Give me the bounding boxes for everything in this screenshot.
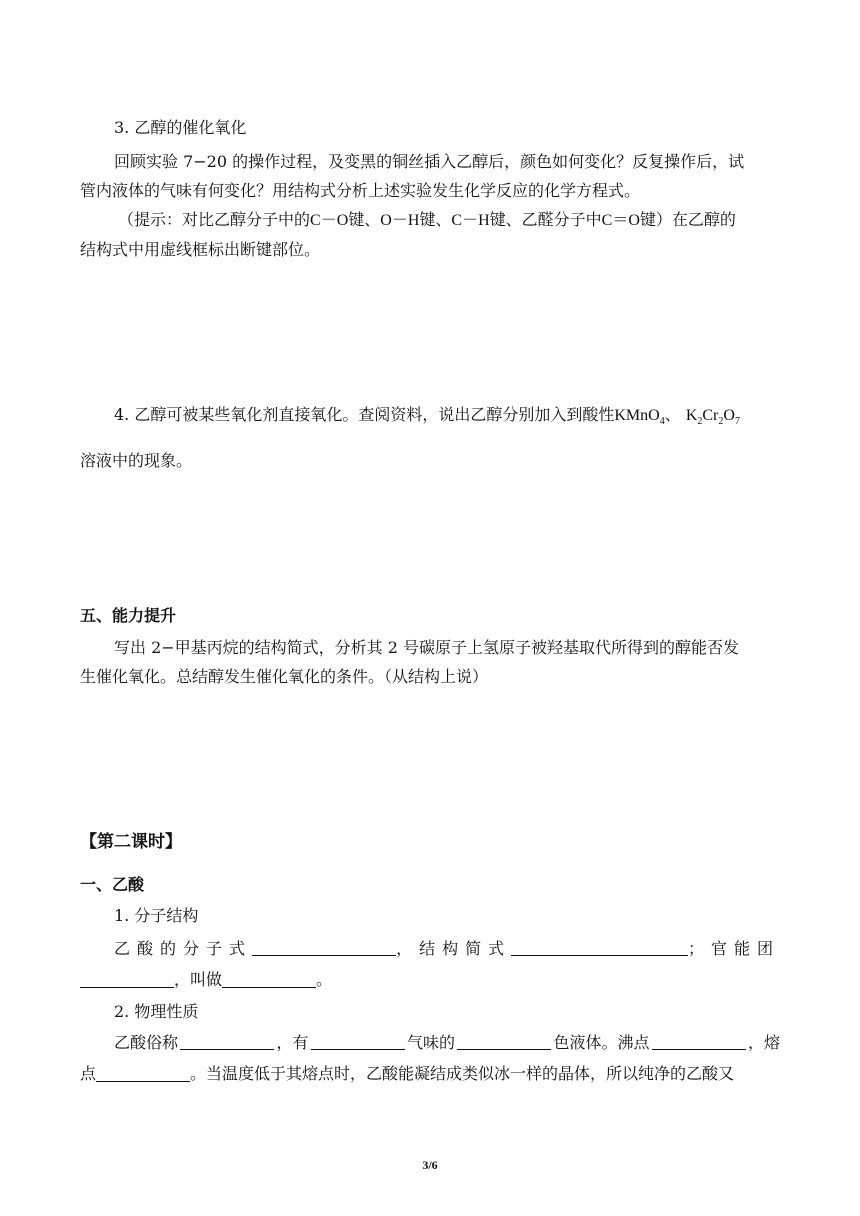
bond-c-double-o: C＝O: [601, 212, 640, 229]
section-3-paragraph-line-2: 管内液体的气味有何变化？用结构式分析上述实验发生化学反应的化学方程式。: [80, 181, 641, 200]
kmno4-main: KMnO: [614, 407, 660, 424]
k2-main: K: [685, 407, 698, 424]
physical-property-line-2: [80, 1064, 734, 1084]
page-number: 3/6: [422, 1158, 438, 1172]
kmno4-formula: [614, 407, 665, 428]
section-4-text: 4. 乙醇可被某些氧化剂直接氧化。查阅资料，说出乙醇分别加入到酸性: [114, 405, 615, 424]
melting-label-start: ，熔: [747, 1033, 780, 1052]
section-5-paragraph-line-2: 生催化氧化。总结醇发生催化氧化的条件。（从结构上说）: [80, 667, 489, 686]
has-label: ，有: [276, 1033, 309, 1052]
section-3-hint-line-2: 结构式中用虚线框标出断键部位。: [80, 240, 321, 259]
kmno4-subscript: 4: [659, 416, 665, 428]
formula-separator: 、: [664, 405, 681, 424]
bond-c-h: C－H: [451, 212, 490, 229]
common-name-label: 乙酸俗称: [114, 1033, 179, 1052]
formula-blank[interactable]: [252, 939, 396, 956]
k2-subscript: 2: [697, 416, 703, 428]
section-3-title: 3. 乙醇的催化氧化: [114, 118, 247, 137]
hint-text-d: 键、乙醛分子中: [489, 210, 602, 229]
hint-text-c: 键、: [419, 210, 452, 229]
bond-o-h: O－H: [380, 212, 420, 229]
color-blank[interactable]: [457, 1033, 551, 1050]
item-2-title: 2. 物理性质: [114, 1002, 199, 1021]
functional-group-label: ；官能团: [687, 939, 780, 958]
ice-acetic-text: 。当温度低于其熔点时，乙酸能凝结成类似冰一样的晶体，所以纯净的乙酸又: [190, 1064, 735, 1083]
boiling-point-label: 色液体。沸点: [553, 1033, 650, 1052]
melting-label-end: 点: [80, 1064, 97, 1083]
cr-main: Cr: [702, 407, 719, 424]
section-3-hint-line-1: [118, 210, 736, 231]
melting-point-blank[interactable]: [96, 1065, 190, 1082]
o-main: O: [723, 407, 735, 424]
section-3-paragraph-line-1: 回顾实验 7−20 的操作过程，及变黑的铜丝插入乙醇后，颜色如何变化？反复操作后，试: [114, 152, 745, 171]
bond-c-o: C－O: [310, 212, 349, 229]
molecular-structure-line-2: [80, 970, 332, 990]
k2cr2o7-formula: [685, 407, 740, 428]
section-4-line-1: [114, 405, 740, 432]
section-5-paragraph-line-1: 写出 2−甲基丙烷的结构简式，分析其 2 号碳原子上氢原子被羟基取代所得到的醇能否发: [114, 638, 740, 657]
period: 。: [316, 970, 333, 989]
formula-label: 乙酸的分子式: [114, 939, 253, 958]
item-1-title: 1. 分子结构: [114, 906, 199, 925]
called-blank[interactable]: [222, 971, 316, 988]
common-name-blank[interactable]: [180, 1033, 274, 1050]
hint-text-b: 键、: [348, 210, 381, 229]
functional-group-blank[interactable]: [80, 971, 174, 988]
acetic-acid-heading: 一、乙酸: [80, 875, 145, 894]
boiling-point-blank[interactable]: [652, 1033, 746, 1050]
physical-property-line-1: [114, 1033, 780, 1053]
structure-blank[interactable]: [511, 939, 688, 956]
hint-text-e: 键）在乙醇的: [639, 210, 736, 229]
cr-subscript: 2: [718, 416, 724, 428]
structure-label: ，结构简式: [396, 939, 512, 958]
lesson-2-heading: 【第二课时】: [80, 832, 182, 852]
section-4-line-2: 溶液中的现象。: [80, 451, 193, 470]
odor-blank[interactable]: [311, 1033, 405, 1050]
o-subscript: 7: [734, 416, 740, 428]
odor-label: 气味的: [406, 1033, 455, 1052]
hint-text-a: （提示：对比乙醇分子中的: [118, 210, 311, 229]
section-5-heading: 五、能力提升: [80, 606, 177, 625]
molecular-structure-line-1: [114, 939, 780, 959]
called-label: ，叫做: [174, 970, 223, 989]
